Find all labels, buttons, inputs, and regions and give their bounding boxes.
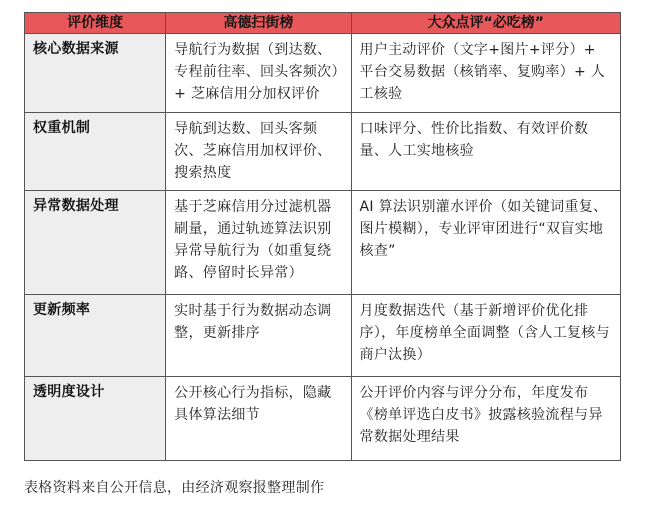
table-row (25, 113, 621, 191)
table-header-row (25, 13, 621, 34)
row-dimension: 核心数据来源 (25, 34, 166, 113)
row-gaode-cell: 导航行为数据（到达数、专程前往率、回头客频次）+ 芝麻信用分加权评价 (166, 34, 351, 113)
row-dianping-cell: AI 算法识别灌水评价（如关键词重复、图片模糊），专业评审团进行“双盲实地核查” (351, 191, 620, 295)
header-dimension: 评价维度 (25, 13, 166, 34)
table-row (25, 34, 621, 113)
row-dimension: 异常数据处理 (25, 191, 166, 295)
row-dimension: 权重机制 (25, 113, 166, 191)
row-gaode-cell: 公开核心行为指标，隐藏具体算法细节 (166, 377, 351, 461)
header-dianping: 大众点评“必吃榜” (351, 13, 620, 34)
row-dianping-cell: 口味评分、性价比指数、有效评价数量、人工实地核验 (351, 113, 620, 191)
row-dianping-cell: 月度数据迭代（基于新增评价优化排序），年度榜单全面调整（含人工复核与商户汰换） (351, 295, 620, 377)
row-gaode-cell: 实时基于行为数据动态调整，更新排序 (166, 295, 351, 377)
row-dianping-cell: 公开评价内容与评分分布，年度发布《榜单评选白皮书》披露核验流程与异常数据处理结果 (351, 377, 620, 461)
header-gaode: 高德扫街榜 (166, 13, 351, 34)
table-row (25, 377, 621, 461)
row-dianping-cell: 用户主动评价（文字+图片+评分）+ 平台交易数据（核销率、复购率）+ 人工核验 (351, 34, 620, 113)
row-dimension: 更新频率 (25, 295, 166, 377)
comparison-table (24, 12, 621, 461)
table-row (25, 295, 621, 377)
row-dimension: 透明度设计 (25, 377, 166, 461)
row-gaode-cell: 基于芝麻信用分过滤机器刷量，通过轨迹算法识别异常导航行为（如重复绕路、停留时长异常） (166, 191, 351, 295)
comparison-table-container (24, 12, 621, 461)
table-row (25, 191, 621, 295)
source-caption: 表格资料来自公开信息，由经济观察报整理制作 (24, 480, 325, 496)
row-gaode-cell: 导航到达数、回头客频次、芝麻信用加权评价、搜索热度 (166, 113, 351, 191)
